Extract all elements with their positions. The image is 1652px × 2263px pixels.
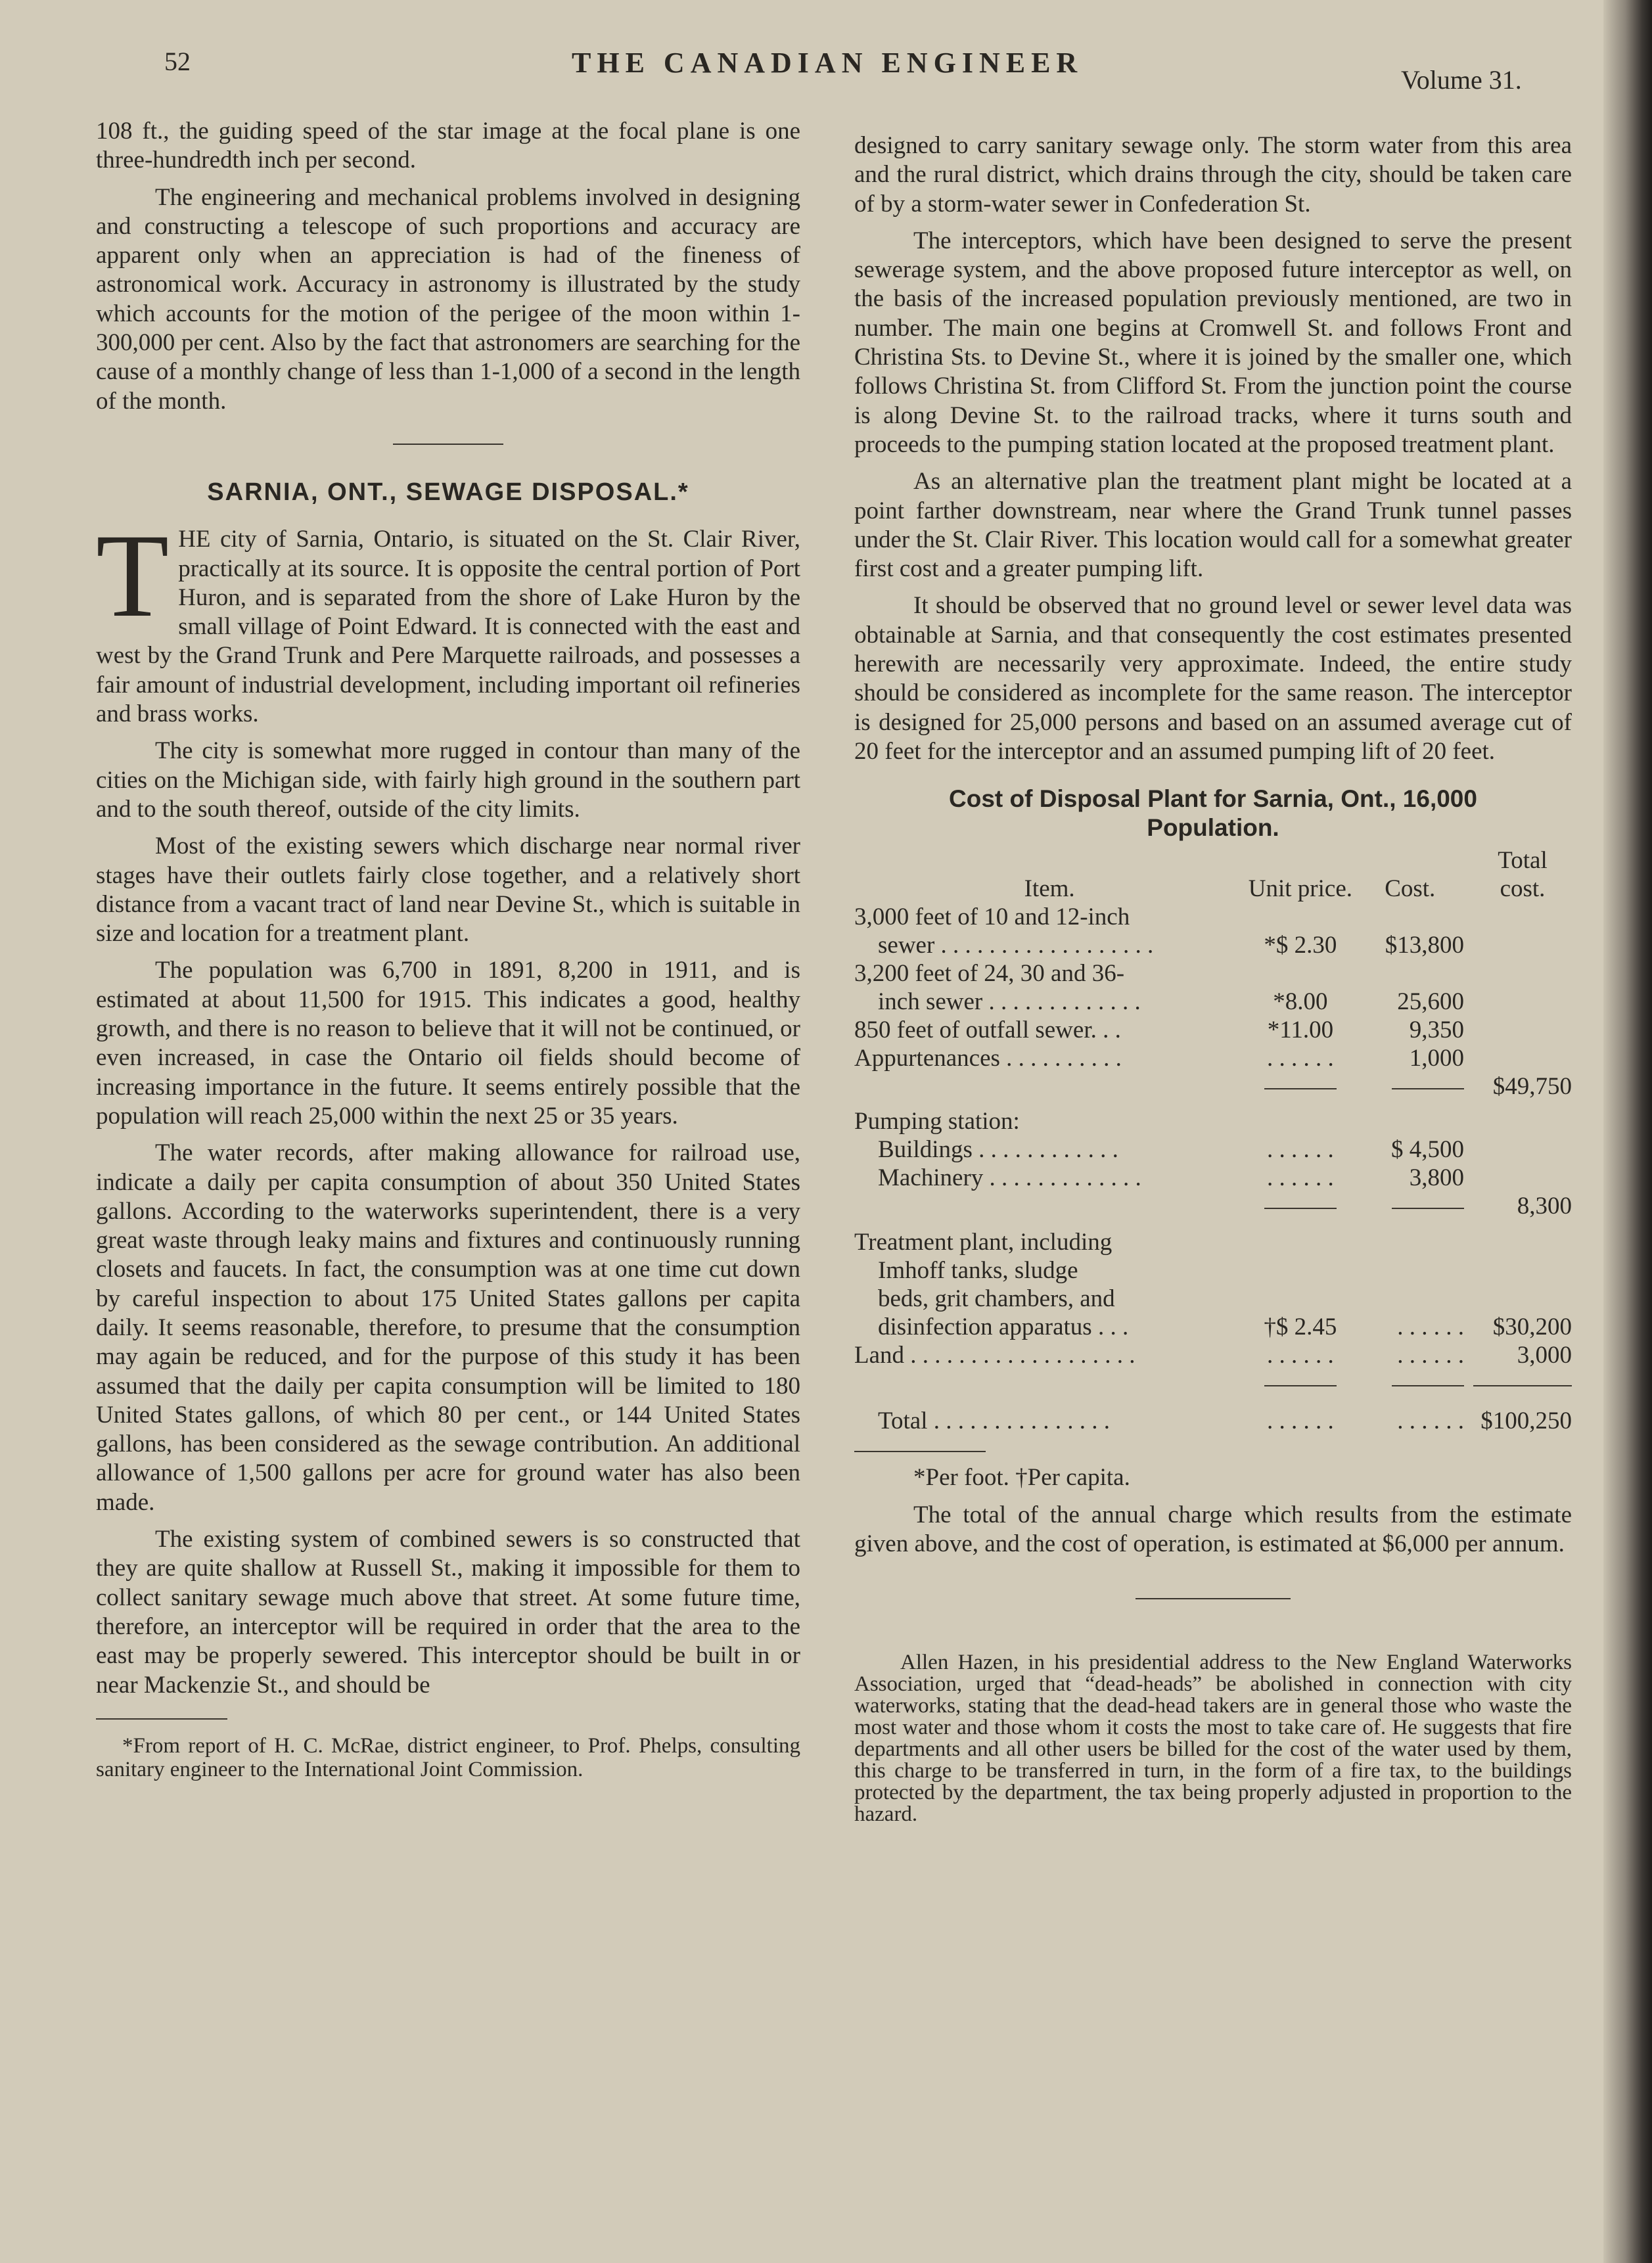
rule-mark — [1392, 1385, 1464, 1386]
row-item: Appurtenances . . . . . . . . . . — [854, 1045, 1122, 1072]
header-total-cost: Total cost. — [1498, 847, 1548, 903]
intro-paragraph-1: 108 ft., the guiding speed of the star image at the focal plane is one three-hundredth inch per second. — [96, 118, 800, 174]
body-paragraph: The interceptors, which have been designed to serve the present sewerage system, and the above proposed future interceptor as well, on the basis of the increased population previously mentioned, are two in number. The main one begins at Cromwell St. and follows Front and Christina Sts. to Devine St., where it is joined by the smaller one, which follows Christina St. from Clifford St. From the junction point the course is along Devine St. to the railroad tracks, where it turns south and proceeds to the pumping station located at the proposed treatment plant. — [854, 227, 1572, 458]
volume-label: Volume 31. — [1401, 65, 1522, 95]
first-paragraph — [96, 510, 800, 729]
header-cost: Cost. — [1385, 875, 1436, 903]
rule-mark — [1264, 1208, 1337, 1209]
row-cost: 1,000 — [1409, 1045, 1464, 1072]
page-number: 52 — [164, 47, 191, 76]
running-header — [0, 46, 1603, 99]
table-row — [854, 1341, 1572, 1369]
right-column — [854, 131, 1572, 1825]
section-divider — [1136, 1598, 1291, 1599]
row-cost: 9,350 — [1409, 1017, 1464, 1044]
total-cost-dots: . . . . . . — [1397, 1407, 1464, 1435]
row-total: $30,200 — [1492, 1314, 1572, 1341]
total-row — [854, 1398, 1572, 1435]
hazen-note-text: Allen Hazen, in his presidential address to the New England Waterworks Association, urged that “dead-heads” be abolished in connection with city waterworks, stating that the dead-head takers are in general those who waste the most water and those whom it costs the most to take care of. He suggests that fire departments and all other users be billed for the cost of the water used by them, this charge to be transferred in turn, in the form of a fire tax, to the buildings protected by the department, the tax being properly adjusted in proportion to the hazard. — [854, 1651, 1572, 1827]
row-cost: . . . . . . — [1397, 1314, 1464, 1341]
journal-title: THE CANADIAN ENGINEER — [572, 47, 1084, 79]
row-item: sewer . . . . . . . . . . . . . . . . . . — [878, 932, 1154, 959]
subtotal-row — [854, 1369, 1572, 1398]
table-header-row — [854, 846, 1572, 903]
body-paragraph: It should be observed that no ground level or sewer level data was obtainable at Sarnia, and that consequently the cost estimates presented herewith are necessarily very approximate. Indeed, the entire study should be considered as incomplete for the same reason. The interceptor is designed for 25,000 persons and based on an assumed average cut of 20 feet for the interceptor and an assumed pumping lift of 20 feet. — [854, 592, 1572, 765]
hazen-note — [854, 1652, 1572, 1825]
treatment-line: Treatment plant, including — [854, 1229, 1113, 1256]
rule-mark — [854, 1451, 986, 1452]
row-unit: . . . . . . — [1267, 1045, 1334, 1072]
rule-mark — [1392, 1208, 1464, 1209]
table-row — [854, 959, 1572, 988]
body-paragraph: Most of the existing sewers which discharge near normal river stages have their outlets fairly close together, and a relatively short distance from a vacant tract of land near Devine St., which is suitable in size and location for a treatment plant. — [96, 833, 800, 948]
row-unit: . . . . . . — [1267, 1342, 1334, 1369]
row-total: 3,000 — [1517, 1342, 1572, 1369]
subtotal-row — [854, 1192, 1572, 1220]
treatment-line: beds, grit chambers, and — [878, 1285, 1115, 1313]
footnote-rule — [96, 1718, 227, 1720]
body-paragraph: The city is somewhat more rugged in contour than many of the cities on the Michigan side, with fairly high ground in the southern part and to the south thereof, outside of the city limits. — [96, 737, 800, 823]
cost-table — [854, 846, 1572, 1463]
pumping-label: Pumping station: — [854, 1108, 1020, 1135]
table-row — [854, 1135, 1572, 1164]
footnote: *From report of H. C. McRae, district engineer, to Prof. Phelps, consulting sanitary engineer to the International Joint Commission. — [96, 1733, 800, 1781]
treatment-line: disinfection apparatus . . . — [878, 1314, 1129, 1341]
table-row — [854, 1044, 1572, 1072]
first-paragraph-text: HE city of Sarnia, Ontario, is situated on the St. Clair River, practically at its source. It is opposite the central portion of Port Huron, and is separated from the shore of Lake Huron by the small village of Point Edward. It is connected with the east and west by the Grand Trunk and Pere Marquette railroads, and possesses a fair amount of industrial development, including important oil refineries and brass works. — [96, 526, 800, 728]
table-row — [854, 1016, 1572, 1044]
subtotal-sewers: $49,750 — [1492, 1073, 1572, 1101]
row-cost: $13,800 — [1385, 932, 1464, 959]
section-divider — [393, 444, 503, 445]
row-item: 3,200 feet of 24, 30 and 36- — [854, 960, 1125, 988]
table-row — [854, 1285, 1572, 1313]
body-paragraph: The existing system of combined sewers is so constructed that they are quite shallow at Russell St., making it impossible for them to collect sanitary sewage much above that street. At some future time, therefore, an interceptor will be required in order that the area to the east may be properly sewered. This interceptor should be built in or near Mackenzie St., and should be — [96, 1526, 800, 1699]
header-item: Item. — [1024, 875, 1075, 903]
rule-mark — [1264, 1385, 1337, 1386]
row-item: Land . . . . . . . . . . . . . . . . . . . — [854, 1342, 1136, 1369]
row-item: inch sewer . . . . . . . . . . . . . — [878, 988, 1141, 1016]
table-row — [854, 1256, 1572, 1285]
subtotal-row — [854, 1072, 1572, 1101]
subtotal-pumping: 8,300 — [1517, 1193, 1572, 1220]
row-cost: 25,600 — [1397, 988, 1464, 1016]
body-paragraph: As an alternative plan the treatment plant might be located at a point farther downstream, near where the Grand Trunk tunnel passes under the St. Clair River. This location would call for a somewhat greater first cost and a greater pumping lift. — [854, 468, 1572, 583]
total-item: Total . . . . . . . . . . . . . . . — [878, 1407, 1110, 1435]
rule-mark — [1473, 1385, 1572, 1386]
body-paragraph: designed to carry sanitary sewage only. The storm water from this area and the rural district, which drains through the city, should be taken care of by a storm-water sewer in Confederation St. — [854, 132, 1572, 217]
table-title: Cost of Disposal Plant for Sarnia, Ont., 16,000 Population. — [949, 785, 1477, 842]
table-row — [854, 931, 1572, 959]
total-unit: . . . . . . — [1267, 1407, 1334, 1435]
header-unit-price: Unit price. — [1248, 875, 1353, 903]
treatment-line: Imhoff tanks, sludge — [878, 1257, 1078, 1285]
table-row — [854, 1101, 1572, 1135]
table-row — [854, 903, 1572, 931]
table-row — [854, 988, 1572, 1016]
table-notes: *Per foot. †Per capita. — [913, 1464, 1130, 1492]
drop-cap: T — [96, 510, 170, 643]
intro-paragraph-2: The engineering and mechanical problems involved in designing and constructing a telescope of such proportions and accuracy are apparent only when an appreciation is had of the fineness of astronomical work. Accuracy in astronomy is illustrated by the study which accounts for the motion of the perigee of the moon within 1-300,000 per cent. Also by the fact that astronomers are searching for the cause of a monthly change of less than 1-1,000 of a second in the length of the month. — [96, 183, 800, 415]
grand-total: $100,250 — [1480, 1407, 1572, 1435]
row-cost: . . . . . . — [1397, 1342, 1464, 1369]
row-unit: *11.00 — [1267, 1017, 1334, 1044]
row-unit: *8.00 — [1273, 988, 1328, 1016]
row-cost: 3,800 — [1409, 1164, 1464, 1192]
table-row — [854, 1164, 1572, 1192]
left-column — [96, 117, 800, 1781]
page-binding-shadow — [1603, 0, 1652, 2263]
rule-mark — [1264, 1088, 1337, 1089]
row-unit: . . . . . . — [1267, 1164, 1334, 1192]
body-paragraph: The population was 6,700 in 1891, 8,200 in 1911, and is estimated at about 11,500 for 1915. This indicates a good, healthy growth, and there is no reason to believe that it will not be continued, or even increased, in case the Ontario oil fields should become of increasing importance in the future. It seems entirely possible that the population will reach 25,000 within the next 25 or 35 years. — [96, 957, 800, 1130]
row-item: Buildings . . . . . . . . . . . . — [878, 1136, 1118, 1164]
after-table-paragraph: The total of the annual charge which results from the estimate given above, and the cost of operation, is estimated at $6,000 per annum. — [854, 1501, 1572, 1557]
row-item: Machinery . . . . . . . . . . . . . — [878, 1164, 1141, 1192]
row-unit: †$ 2.45 — [1264, 1314, 1337, 1341]
row-total — [1473, 931, 1572, 959]
table-row — [854, 1220, 1572, 1256]
body-paragraph: The water records, after making allowance for railroad use, indicate a daily per capita consumption of about 350 United States gallons. According to the waterworks superintendent, there is a very great waste through leaky mains and fixtures and continuously running closets and faucets. In fact, the consumption was at one time cut down by careful inspection to about 175 United States gallons per capita daily. It seems reasonable, therefore, to presume that the consumption may again be reduced, and for the purpose of this study it has been assumed that the daily per capita consumption will be limited to 180 United States gallons, of which 80 per cent., or 144 United States gallons, has been considered as the sewage contribution. An additional allowance of 1,500 gallons per acre for ground water has also been made. — [96, 1139, 800, 1516]
rule-mark — [1392, 1088, 1464, 1089]
article-title: SARNIA, ONT., SEWAGE DISPOSAL.* — [207, 478, 689, 506]
row-item: 3,000 feet of 10 and 12-inch — [854, 903, 1130, 931]
row-item: 850 feet of outfall sewer. . . — [854, 1017, 1121, 1044]
row-unit: . . . . . . — [1267, 1136, 1334, 1164]
row-cost: $ 4,500 — [1391, 1136, 1464, 1164]
row-unit: *$ 2.30 — [1264, 932, 1337, 959]
table-row — [854, 1313, 1572, 1341]
